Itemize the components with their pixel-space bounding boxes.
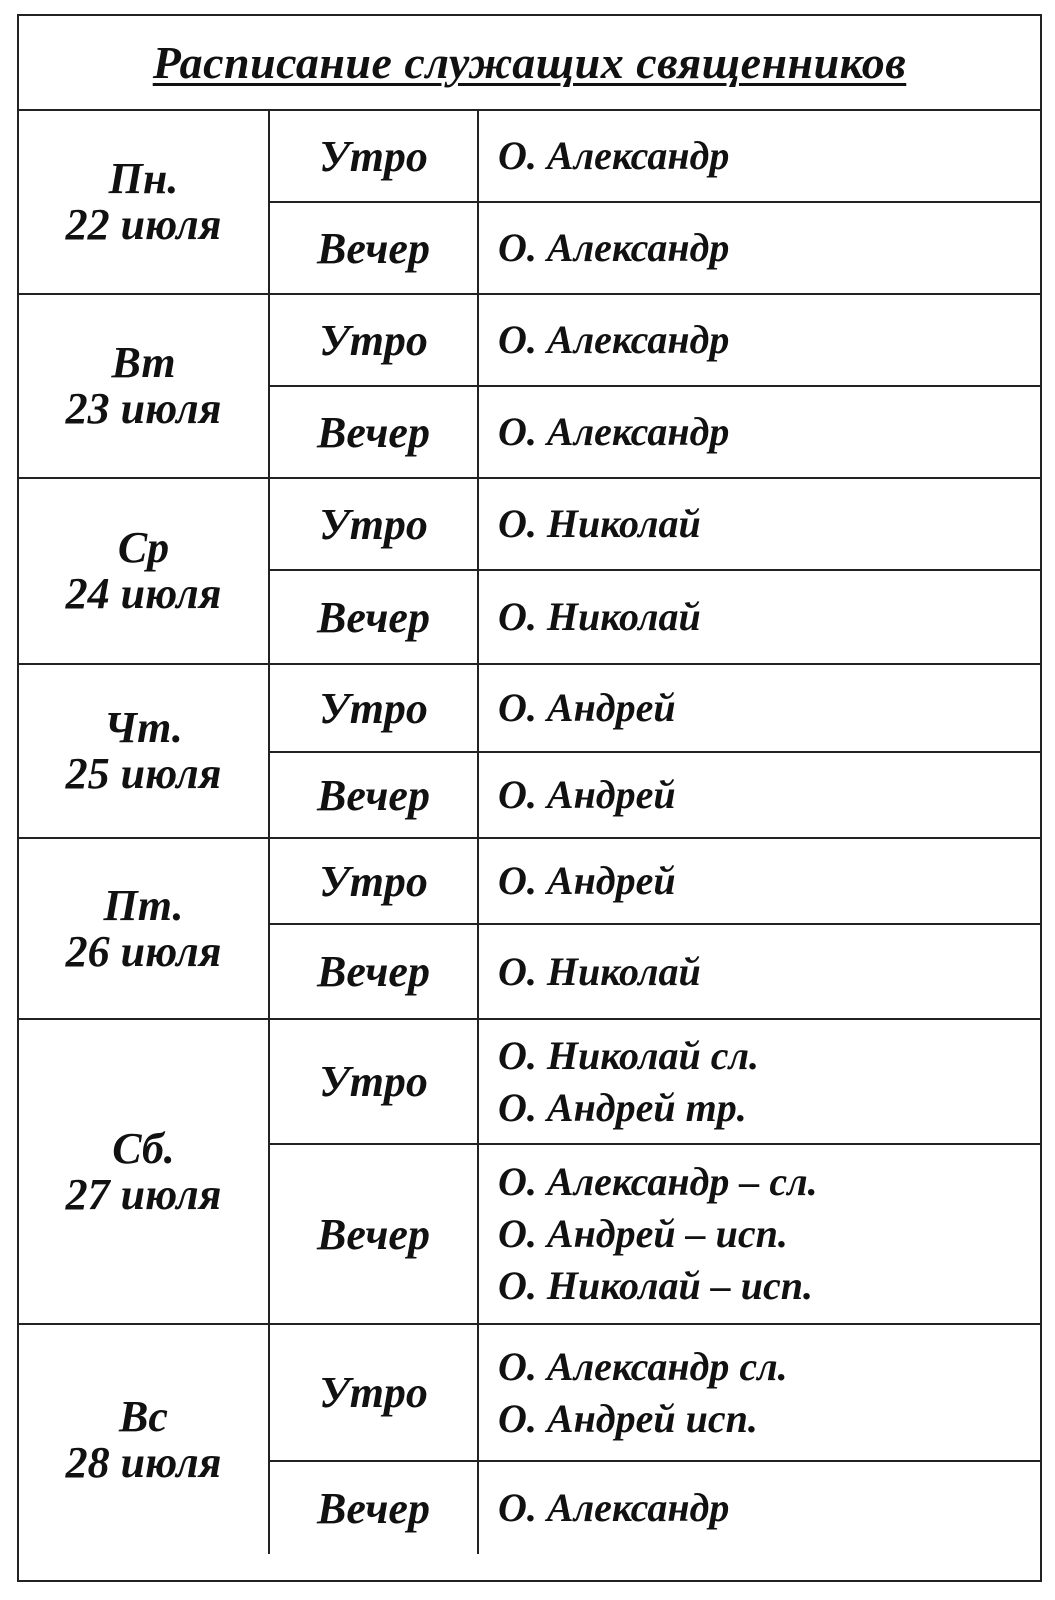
priest-cell <box>479 1325 1040 1460</box>
day-row <box>19 839 1040 1020</box>
priest-name: О. Андрей – исп. <box>498 1211 788 1256</box>
weekday-label: Пт. <box>103 880 184 930</box>
time-of-day-cell: Вечер <box>270 203 479 293</box>
date-label: 25 июля <box>65 749 222 798</box>
time-of-day-cell: Вечер <box>270 387 479 477</box>
time-of-day-cell: Вечер <box>270 753 479 837</box>
day-cell <box>19 839 270 1018</box>
slot-group <box>270 839 1040 1018</box>
weekday-label: Ср <box>117 523 170 572</box>
time-of-day-cell: Вечер <box>270 1462 479 1554</box>
time-of-day-cell: Утро <box>270 1020 479 1143</box>
slot-row <box>270 203 1040 293</box>
priest-cell <box>479 203 1040 293</box>
day-cell <box>19 295 270 477</box>
day-cell <box>19 111 270 293</box>
slot-row <box>270 665 1040 753</box>
slot-row <box>270 1462 1040 1554</box>
priest-cell <box>479 839 1040 923</box>
priest-name: О. Андрей <box>498 858 676 903</box>
priest-name: О. Андрей тр. <box>498 1084 747 1130</box>
time-of-day-cell: Вечер <box>270 1145 479 1323</box>
day-cell <box>19 665 270 837</box>
slot-row <box>270 1325 1040 1462</box>
time-of-day-cell: Утро <box>270 111 479 201</box>
weekday-label: Вт <box>111 338 176 387</box>
priest-name: О. Николай <box>498 948 701 994</box>
time-of-day-cell: Утро <box>270 839 479 923</box>
slot-row <box>270 571 1040 663</box>
priest-cell <box>479 571 1040 663</box>
time-of-day-cell: Утро <box>270 479 479 569</box>
slot-row <box>270 295 1040 387</box>
day-cell <box>19 1325 270 1554</box>
day-row <box>19 1020 1040 1325</box>
slot-group <box>270 295 1040 477</box>
slot-row <box>270 753 1040 837</box>
slot-group <box>270 1020 1040 1323</box>
slot-row <box>270 1020 1040 1145</box>
priest-name: О. Николай <box>498 594 701 639</box>
priest-cell <box>479 387 1040 477</box>
priest-cell <box>479 1020 1040 1143</box>
time-of-day-cell: Вечер <box>270 925 479 1018</box>
priest-name: О. Николай – исп. <box>498 1263 814 1308</box>
day-row <box>19 479 1040 665</box>
time-of-day-cell: Утро <box>270 1325 479 1460</box>
priest-name: О. Николай <box>498 501 701 546</box>
time-of-day-cell: Вечер <box>270 571 479 663</box>
slot-row <box>270 839 1040 925</box>
priest-name: О. Александр сл. <box>498 1343 788 1389</box>
day-cell <box>19 479 270 663</box>
day-row <box>19 111 1040 295</box>
priest-cell <box>479 1462 1040 1554</box>
priest-cell <box>479 753 1040 837</box>
priest-name: О. Андрей <box>498 772 676 817</box>
day-row <box>19 295 1040 479</box>
priest-cell <box>479 479 1040 569</box>
priest-name: О. Андрей <box>498 685 676 730</box>
priest-cell <box>479 111 1040 201</box>
slot-row <box>270 387 1040 477</box>
time-of-day-cell: Утро <box>270 665 479 751</box>
weekday-label: Чт. <box>104 703 183 752</box>
day-row <box>19 665 1040 839</box>
priest-name: О. Александр <box>498 225 730 270</box>
priest-name: О. Андрей исп. <box>498 1395 758 1441</box>
priest-cell <box>479 1145 1040 1323</box>
priest-name: О. Николай сл. <box>498 1032 760 1078</box>
date-label: 27 июля <box>65 1169 222 1219</box>
slot-row <box>270 479 1040 571</box>
slot-group <box>270 479 1040 663</box>
slot-group <box>270 665 1040 837</box>
schedule-sheet <box>17 14 1042 1582</box>
slot-group <box>270 111 1040 293</box>
slot-row <box>270 111 1040 203</box>
slot-row <box>270 1145 1040 1323</box>
slot-group <box>270 1325 1040 1554</box>
date-label: 23 июля <box>65 384 222 433</box>
day-row <box>19 1325 1040 1554</box>
weekday-label: Вс <box>119 1391 168 1441</box>
date-label: 28 июля <box>65 1437 222 1487</box>
slot-row <box>270 925 1040 1018</box>
priest-cell <box>479 295 1040 385</box>
day-cell <box>19 1020 270 1323</box>
weekday-label: Сб. <box>112 1123 175 1173</box>
date-label: 22 июля <box>65 200 222 249</box>
date-label: 26 июля <box>65 926 222 976</box>
title-row <box>19 16 1040 111</box>
weekday-label: Пн. <box>108 154 179 203</box>
priest-name: О. Александр <box>498 1485 730 1530</box>
schedule-table <box>19 111 1040 1554</box>
priest-name: О. Александр <box>498 317 730 362</box>
priest-name: О. Александр <box>498 409 730 454</box>
date-label: 24 июля <box>65 569 222 618</box>
priest-cell <box>479 925 1040 1018</box>
time-of-day-cell: Утро <box>270 295 479 385</box>
priest-name: О. Александр – сл. <box>498 1159 818 1204</box>
priest-cell <box>479 665 1040 751</box>
priest-name: О. Александр <box>498 133 730 178</box>
page-title: Расписание служащих священников <box>152 37 907 88</box>
